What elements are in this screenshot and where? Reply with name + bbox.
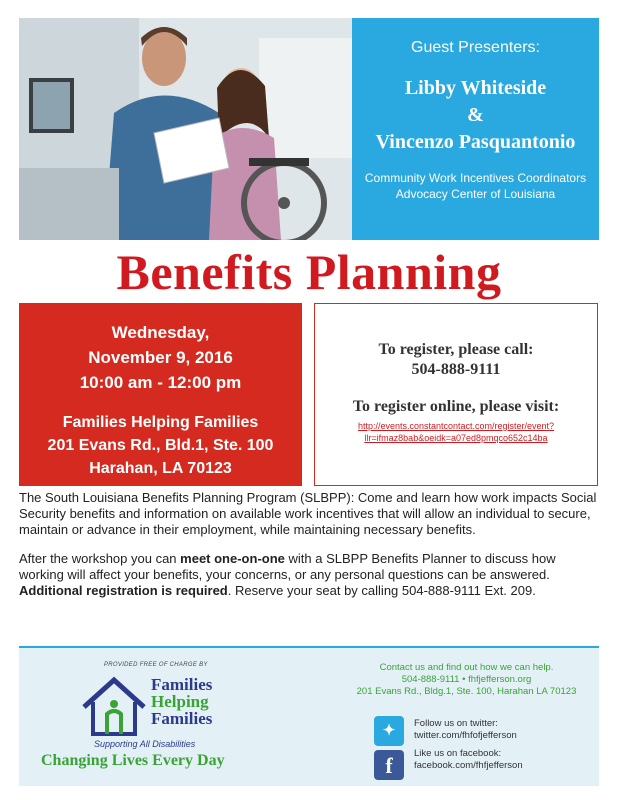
- contact-line-1: Contact us and find out how we can help.: [379, 662, 554, 673]
- provided-free-label: PROVIDED FREE OF CHARGE BY: [104, 662, 208, 668]
- registration-panel: [314, 303, 598, 486]
- description-text: [19, 490, 603, 612]
- register-call-label: To register, please call:: [378, 341, 534, 358]
- house-family-logo-icon: [79, 672, 149, 742]
- contact-line-2: 504-888-9111 • fhfjefferson.org: [401, 674, 532, 685]
- twitter-bird-icon[interactable]: ✦: [374, 716, 404, 746]
- facebook-label: Like us on facebook:: [414, 748, 502, 759]
- description-paragraph-1: The South Louisiana Benefits Planning Program (SLBPP): Come and learn how work impacts Social Security benefits and information on available work incentives that will allow an individual to secure, maintain or advance in their employment, while maintaining necessary benefits.: [19, 490, 597, 537]
- event-where: [19, 411, 302, 480]
- para2-text-e: . Reserve your seat by calling 504-888-9111 Ext. 209.: [227, 583, 536, 598]
- event-time: 10:00 am - 12:00 pm: [79, 373, 242, 392]
- event-city: Harahan, LA 70123: [89, 460, 232, 477]
- register-url-line-1[interactable]: http://events.constantcontact.com/register/event?: [357, 421, 555, 431]
- tagline: Changing Lives Every Day: [41, 752, 225, 769]
- facebook-info: [414, 748, 523, 772]
- event-venue: Families Helping Families: [62, 414, 259, 431]
- contact-info: [339, 662, 594, 698]
- guest-presenters-panel: [352, 18, 599, 240]
- facebook-link[interactable]: facebook.com/fhfjefferson: [414, 760, 523, 771]
- para2-bold-registration: Additional registration is required: [19, 583, 228, 598]
- presenter-role-line-2: Advocacy Center of Louisiana: [395, 187, 556, 201]
- logo-line-2: Helping: [151, 692, 209, 711]
- para2-bold-meet: meet one-on-one: [180, 551, 285, 566]
- register-online-label: To register online, please visit:: [352, 398, 560, 415]
- event-date: November 9, 2016: [88, 348, 233, 367]
- hero-photo: [19, 18, 352, 240]
- para2-text-a: After the workshop you can: [19, 551, 181, 566]
- twitter-info: [414, 718, 517, 742]
- page-title: Benefits Planning: [116, 244, 502, 300]
- presenter-role: [352, 170, 599, 202]
- presenter-2: Vincenzo Pasquantonio: [375, 131, 576, 153]
- register-phone: 504-888-9111: [411, 361, 501, 378]
- twitter-label: Follow us on twitter:: [414, 718, 498, 729]
- event-address: 201 Evans Rd., Bld.1, Ste. 100: [47, 437, 274, 454]
- footer-panel: [19, 646, 599, 786]
- logo-subtitle: Supporting All Disabilities: [94, 739, 196, 749]
- facebook-f-icon[interactable]: f: [374, 750, 404, 780]
- contact-line-3: 201 Evans Rd., Bldg.1, Ste. 100, Harahan LA 70123: [356, 686, 577, 697]
- guest-heading: Guest Presenters:: [411, 39, 540, 56]
- twitter-link[interactable]: twitter.com/fhfofjefferson: [414, 730, 517, 741]
- register-url-line-2[interactable]: llr=ifmaz8bab&oeidk=a07ed8pmqco652c14ba: [364, 433, 548, 443]
- description-paragraph-2: [19, 551, 603, 599]
- event-details-panel: [19, 303, 302, 486]
- presenter-role-line-1: Community Work Incentives Coordinators: [364, 171, 587, 185]
- logo-line-1: Families: [151, 675, 213, 694]
- presenter-1: Libby Whiteside: [404, 77, 547, 99]
- logo-line-3: Families: [151, 709, 213, 728]
- event-when: [19, 320, 302, 395]
- event-day: Wednesday,: [111, 323, 210, 342]
- para2-text-c: with a SLBPP Benefits Planner to discuss how working will affect your benefits, your concerns, or any personal questions can be answered.: [19, 551, 556, 582]
- presenter-ampersand: &: [467, 104, 484, 126]
- logo-text: [151, 676, 212, 727]
- register-url-link[interactable]: [315, 420, 597, 444]
